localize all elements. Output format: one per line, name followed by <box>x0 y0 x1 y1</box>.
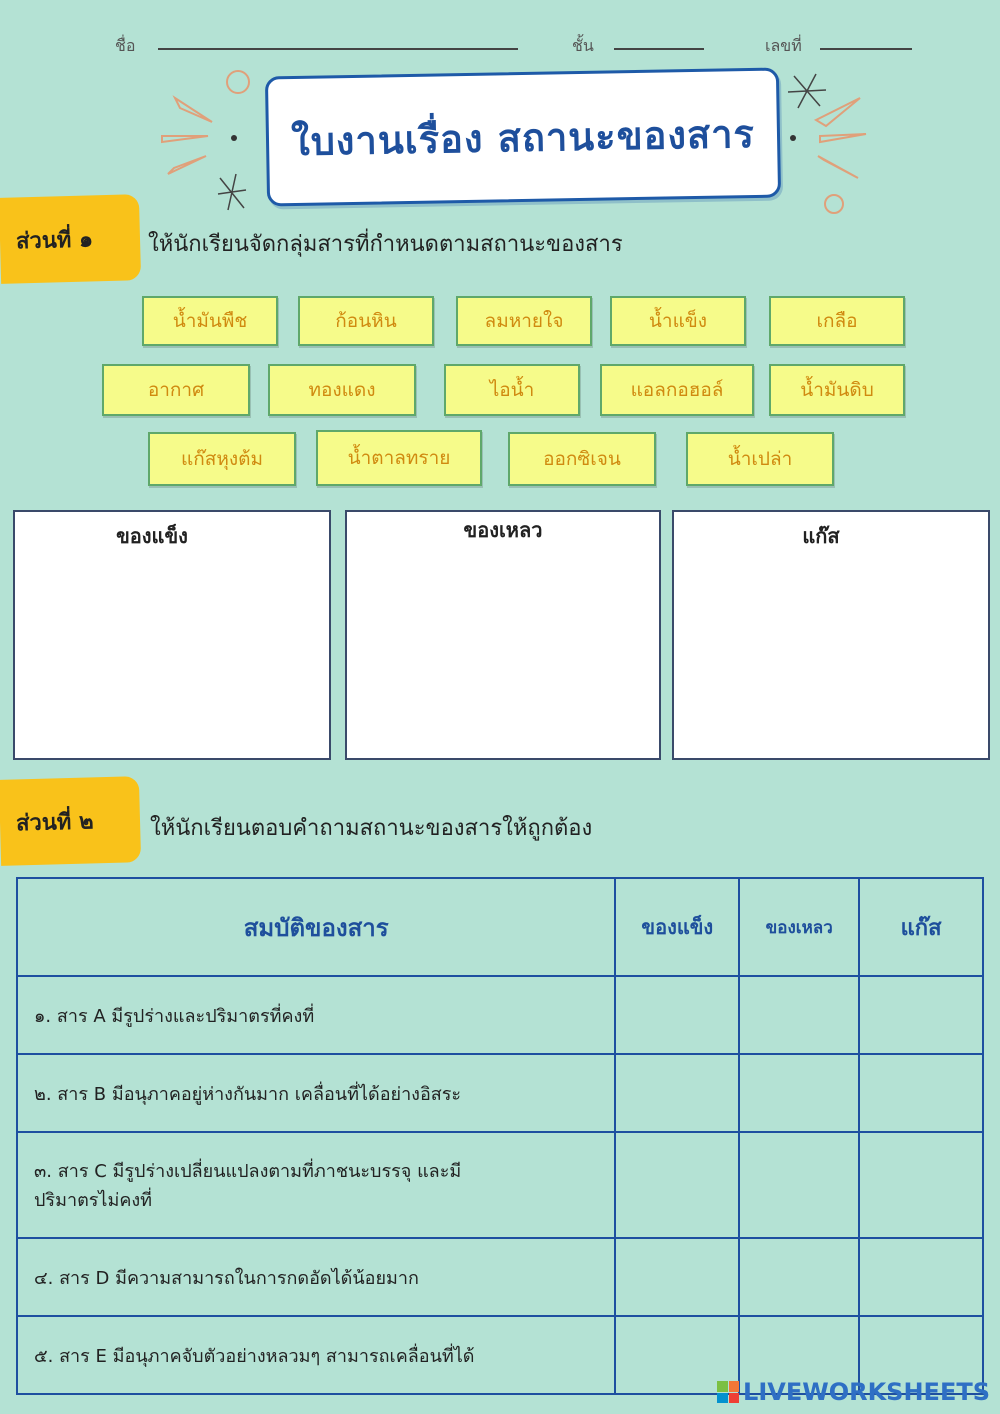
answer-cell-liquid[interactable] <box>739 1238 859 1316</box>
name-label: ชื่อ <box>115 36 136 55</box>
liquid-box-title: ของเหลว <box>463 518 543 542</box>
title-box <box>265 68 781 207</box>
liveworksheets-logo-icon <box>717 1381 739 1403</box>
answer-cell-solid[interactable] <box>615 1132 739 1238</box>
word-card[interactable]: ไอน้ำ <box>444 364 580 416</box>
part1-tab: ส่วนที่ ๑ <box>0 194 141 284</box>
class-label: ชั้น <box>572 36 594 55</box>
number-label: เลขที่ <box>765 36 802 55</box>
word-card[interactable]: น้ำมันดิบ <box>769 364 905 416</box>
decoration-left-icon <box>150 60 270 220</box>
answer-cell-gas[interactable] <box>859 1238 983 1316</box>
answer-cell-liquid[interactable] <box>739 976 859 1054</box>
word-card[interactable]: ก้อนหิน <box>298 296 434 346</box>
table-row <box>17 1238 983 1316</box>
question-text: ๑. สาร A มีรูปร่างและปริมาตรที่คงที่ <box>17 976 615 1054</box>
part2-tab: ส่วนที่ ๒ <box>0 776 141 866</box>
column-header-property: สมบัติของสาร <box>17 878 615 976</box>
word-card[interactable]: ออกซิเจน <box>508 432 656 486</box>
part2-instruction: ให้นักเรียนตอบคำถามสถานะของสารให้ถูกต้อง <box>150 816 593 841</box>
column-header-liquid: ของเหลว <box>739 878 859 976</box>
class-line[interactable] <box>614 48 704 50</box>
word-card[interactable]: น้ำตาลทราย <box>316 430 482 486</box>
word-card[interactable]: ทองแดง <box>268 364 416 416</box>
table-row <box>17 1054 983 1132</box>
table-header-row <box>17 878 983 976</box>
question-text: ๒. สาร B มีอนุภาคอยู่ห่างกันมาก เคลื่อนที่ได้อย่างอิสระ <box>17 1054 615 1132</box>
watermark-text: LIVEWORKSHEETS <box>743 1378 990 1406</box>
question-text: ๕. สาร E มีอนุภาคจับตัวอย่างหลวมๆ สามารถเคลื่อนที่ได้ <box>17 1316 615 1394</box>
liquid-drop-box[interactable] <box>345 510 661 760</box>
name-line[interactable] <box>158 48 518 50</box>
question-text: ๔. สาร D มีความสามารถในการกดอัดได้น้อยมาก <box>17 1238 615 1316</box>
column-header-gas: แก๊ส <box>859 878 983 976</box>
properties-table <box>16 877 984 1395</box>
part1-instruction: ให้นักเรียนจัดกลุ่มสารที่กำหนดตามสถานะของสาร <box>148 232 623 257</box>
answer-cell-solid[interactable] <box>615 976 739 1054</box>
decoration-right-icon <box>780 70 890 220</box>
word-card[interactable]: น้ำแข็ง <box>610 296 746 346</box>
word-card[interactable]: อากาศ <box>102 364 250 416</box>
word-card[interactable]: แอลกอฮอล์ <box>600 364 754 416</box>
answer-cell-solid[interactable] <box>615 1238 739 1316</box>
column-header-solid: ของแข็ง <box>615 878 739 976</box>
answer-cell-liquid[interactable] <box>739 1054 859 1132</box>
table-row <box>17 1132 983 1238</box>
answer-cell-gas[interactable] <box>859 1132 983 1238</box>
word-card[interactable]: แก๊สหุงต้ม <box>148 432 296 486</box>
answer-cell-solid[interactable] <box>615 1054 739 1132</box>
answer-cell-gas[interactable] <box>859 1054 983 1132</box>
word-card[interactable]: ลมหายใจ <box>456 296 592 346</box>
question-text: ๓. สาร C มีรูปร่างเปลี่ยนแปลงตามที่ภาชนะบรรจุ และมีปริมาตรไม่คงที่ <box>17 1132 615 1238</box>
solid-box-title: ของแข็ง <box>116 524 188 548</box>
table-row <box>17 976 983 1054</box>
word-card[interactable]: น้ำเปล่า <box>686 432 834 486</box>
word-card[interactable]: เกลือ <box>769 296 905 346</box>
worksheet-title: ใบงานเรื่อง สถานะของสาร <box>290 111 756 164</box>
answer-cell-gas[interactable] <box>859 976 983 1054</box>
number-line[interactable] <box>820 48 912 50</box>
word-card[interactable]: น้ำมันพืช <box>142 296 278 346</box>
gas-box-title: แก๊ส <box>802 524 840 548</box>
answer-cell-liquid[interactable] <box>739 1132 859 1238</box>
gas-drop-box[interactable] <box>672 510 990 760</box>
solid-drop-box[interactable] <box>13 510 331 760</box>
liveworksheets-watermark <box>717 1378 990 1406</box>
